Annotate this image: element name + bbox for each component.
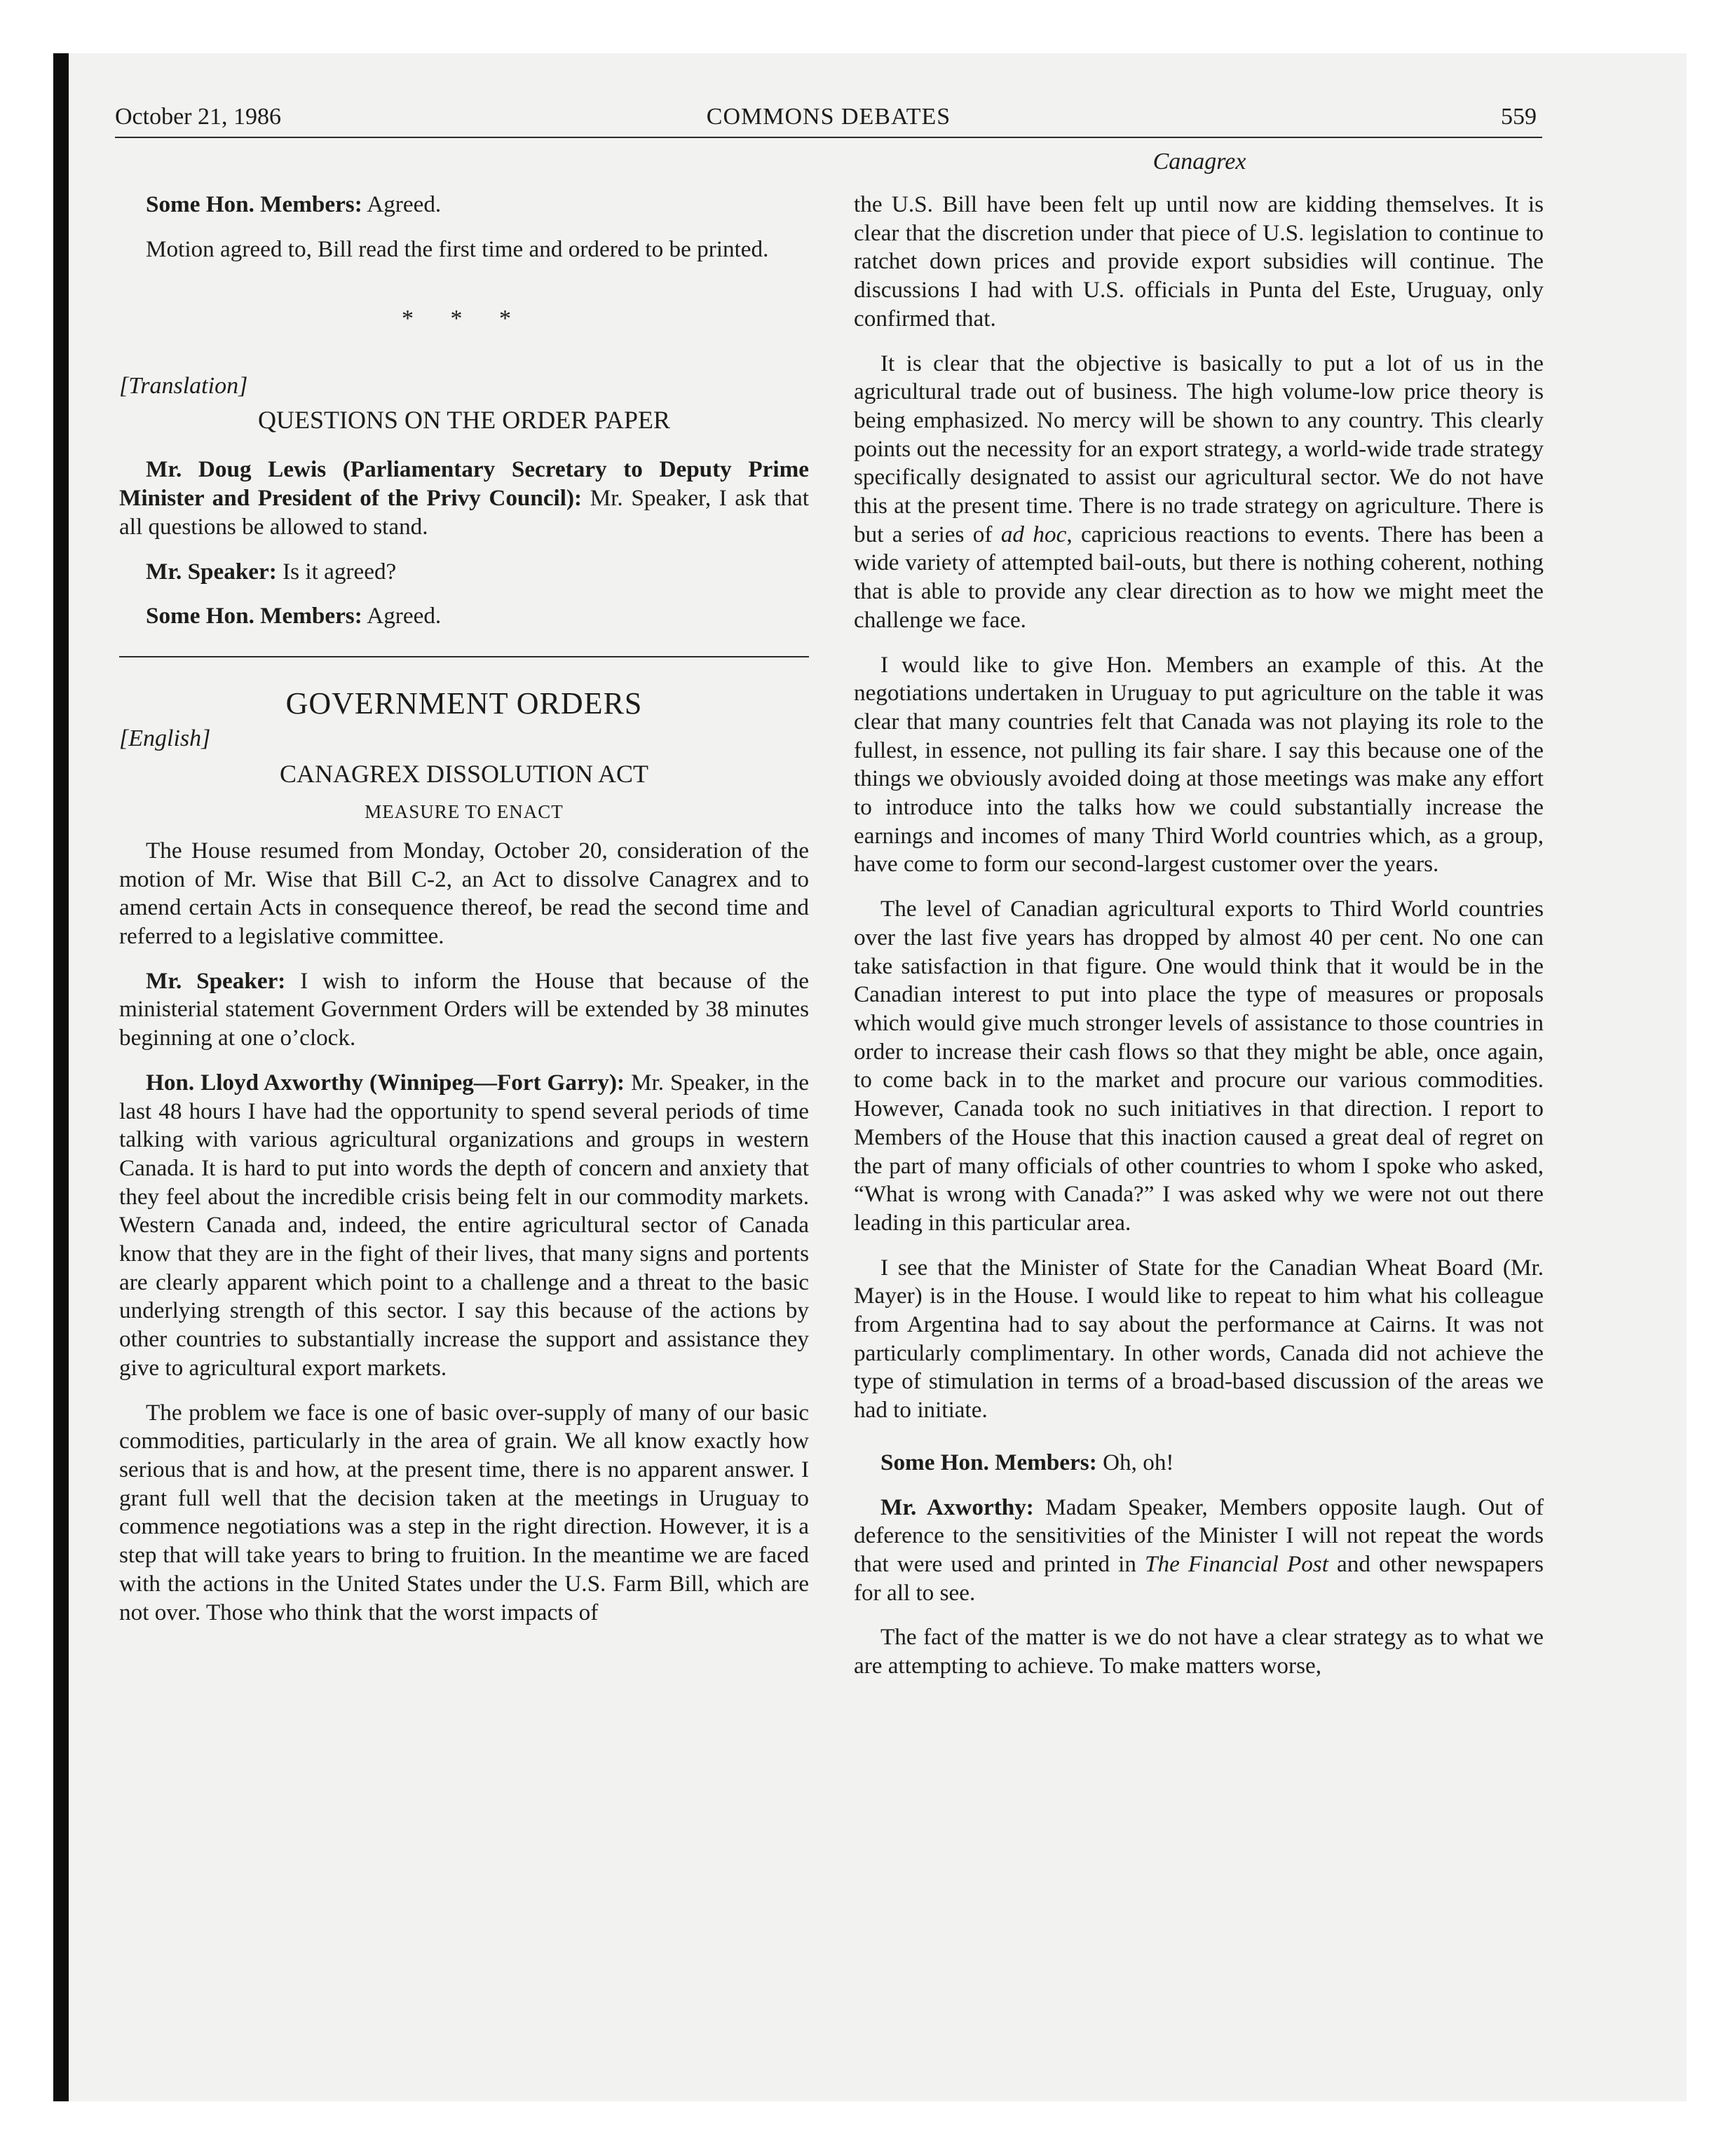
speaker-name: Mr. Speaker: [146, 558, 277, 585]
speech-text: and other newspapers for all to see. [854, 1550, 1544, 1606]
left-column [119, 191, 809, 1643]
speaker-name: Mr. Axworthy: [880, 1494, 1034, 1520]
paragraph: The level of Canadian agricultural exports to Third World countries over the last five years has dropped by almost 40 per cent. No one can take satisfaction in that figure. One would think that it would be in the Canadian interest to put into place the type of measures or proposals which would give much stronger levels of assistance to those countries in order to increase their cash flows so that they might be able, once again, to come back in to the market and procure our various commodities. However, Canada took no such initiatives in that direction. I report to Members of the House that this inaction caused a great deal of regret on the part of many officials of other countries to whom I spoke who asked, “What is wrong with Canada?” I was asked why we were not out there leading in this particular area. [854, 896, 1544, 1236]
speaker-name: Some Hon. Members: [880, 1449, 1097, 1475]
paragraph: I would like to give Hon. Members an example of this. At the negotiations undertaken in Uruguay to put agriculture on the table it was clear that many countries felt that Canada was not playing its role to the fullest, in essence, not pulling its fair share. I say this because one of the things we obviously avoided doing at those meetings was make any effort to introduce into the talks how we could substantially increase the earnings and incomes of many Third World countries which, as a group, have come to form our second-largest customer over the years. [854, 651, 1544, 878]
translation-tag: [Translation] [119, 373, 248, 400]
paragraph: The problem we face is one of basic over-supply of many of our basic commodities, particularly in the area of grain. We all know exactly how serious that is and how, at the present time, there is no apparent answer. I grant full well that the decision taken at the meetings in Uruguay to commence negotiations was a step in the right direction. However, it is a step that will take years to bring to fruition. In the meantime we are faced with the actions in the United States under the U.S. Farm Bill, which are not over. Those who think that the worst impacts of [119, 1399, 809, 1625]
paragraph: The fact of the matter is we do not have a clear strategy as to what we are attempting to achieve. To make matters worse, [854, 1624, 1544, 1679]
speech-text: Mr. Speaker, in the last 48 hours I have had the opportunity to spend several periods of time talking with various agricultural organizations and groups in western Canada. It is hard to put into words the depth of concern and anxiety that they feel about the incredible crisis being felt in our commodity markets. Western Canada and, indeed, the entire agricultural sector of Canada know that they are in the fight of their lives, that many signs and portents are clearly apparent which point to a challenge and a threat to the basic underlying strength of this sector. I say this because of the actions by other countries to substantially increase the support and assistance they give to agricultural export markets. [119, 1069, 809, 1381]
sub-heading: MEASURE TO ENACT [365, 800, 564, 822]
section-rule [119, 656, 809, 657]
paragraph: the U.S. Bill have been felt up until now are kidding themselves. It is clear that the discretion under that piece of U.S. legislation to continue to ratchet down prices and provide export subsidies will continue. The discussions I had with U.S. officials in Punta del Este, Uruguay, only confirmed that. [854, 191, 1544, 332]
speaker-name: Mr. Doug Lewis (Parliamentary Secretary to Deputy Prime Minister and President of the Privy Council): [119, 456, 809, 512]
paragraph [119, 191, 809, 219]
paragraph: I see that the Minister of State for the Canadian Wheat Board (Mr. Mayer) is in the House. I would like to repeat to him what his colleague from Argentina had to say about the performance at Cairns. It was not particularly complimentary. In other words, Canada did not achieve the type of stimulation in terms of a broad-based discussion of the areas we had to initiate. [854, 1254, 1544, 1424]
right-column [854, 191, 1544, 1697]
italic-phrase: ad hoc [1000, 521, 1067, 547]
section-heading: QUESTIONS ON THE ORDER PAPER [257, 406, 671, 435]
speech-text: I wish to inform the House that because of the ministerial statement Government Orders will be extended by 38 minutes beginning at one o’clock. [119, 967, 809, 1051]
speech-text: Madam Speaker, Members opposite laugh. Out of deference to the sensitivities of the Minister I will not repeat the words that were used and printed in [854, 1494, 1544, 1577]
bill-heading: CANAGREX DISSOLUTION ACT [279, 759, 648, 788]
speech-text: Mr. Speaker, I ask that all questions be allowed to stand. [119, 485, 809, 540]
speaker-name: Some Hon. Members: [146, 191, 362, 217]
publication-title: COMMONS DEBATES [706, 104, 951, 130]
paragraph [119, 456, 809, 541]
speaker-name: Some Hon. Members: [146, 603, 362, 629]
major-heading: GOVERNMENT ORDERS [285, 685, 643, 721]
binding-edge [53, 53, 69, 2101]
page-header [115, 104, 1542, 137]
paragraph [119, 1069, 809, 1383]
speech-text: Agreed. [362, 603, 442, 629]
speaker-name: Mr. Speaker: [146, 967, 286, 994]
publication-name: The Financial Post [1145, 1550, 1328, 1577]
paragraph [119, 967, 809, 1053]
speech-text: Agreed. [362, 191, 442, 217]
paragraph [119, 558, 809, 587]
paragraph [119, 602, 809, 631]
paragraph [854, 1494, 1544, 1608]
speech-text: Oh, oh! [1096, 1449, 1174, 1475]
page-number: 559 [1501, 104, 1537, 130]
header-rule [115, 137, 1542, 138]
paragraph: Motion agreed to, Bill read the first time and ordered to be printed. [146, 236, 769, 262]
paragraph: The House resumed from Monday, October 20, consideration of the motion of Mr. Wise that Bill C-2, an Act to dissolve Canagrex and to amend certain Acts in consequence thereof, be read the second time and referred to a legislative committee. [119, 837, 809, 950]
speech-text: It is clear that the objective is basically to put a lot of us in the agricultural trade out of business. The high volume-low price theory is being emphasized. No mercy will be shown to any country. This clearly points out the necessity for an export strategy, a world-wide trade strategy specifically designated to assist our agricultural sector. We do not have this at the present time. There is no trade strategy on agriculture. There is but a series of [854, 350, 1544, 547]
paragraph [854, 1449, 1544, 1478]
language-tag: [English] [119, 725, 211, 751]
section-separator: * * * [402, 306, 526, 332]
speech-text: Is it agreed? [276, 558, 397, 585]
speech-text: , capricious reactions to events. There has been a wide variety of attempted bail-outs, but there is nothing coherent, nothing that is able to provide any clear direction as to how we might meet the challenge we face. [854, 521, 1544, 633]
paragraph [854, 350, 1544, 635]
speaker-name: Hon. Lloyd Axworthy (Winnipeg—Fort Garry): [146, 1069, 625, 1096]
header-date: October 21, 1986 [115, 104, 282, 130]
running-head: Canagrex [1152, 149, 1246, 175]
